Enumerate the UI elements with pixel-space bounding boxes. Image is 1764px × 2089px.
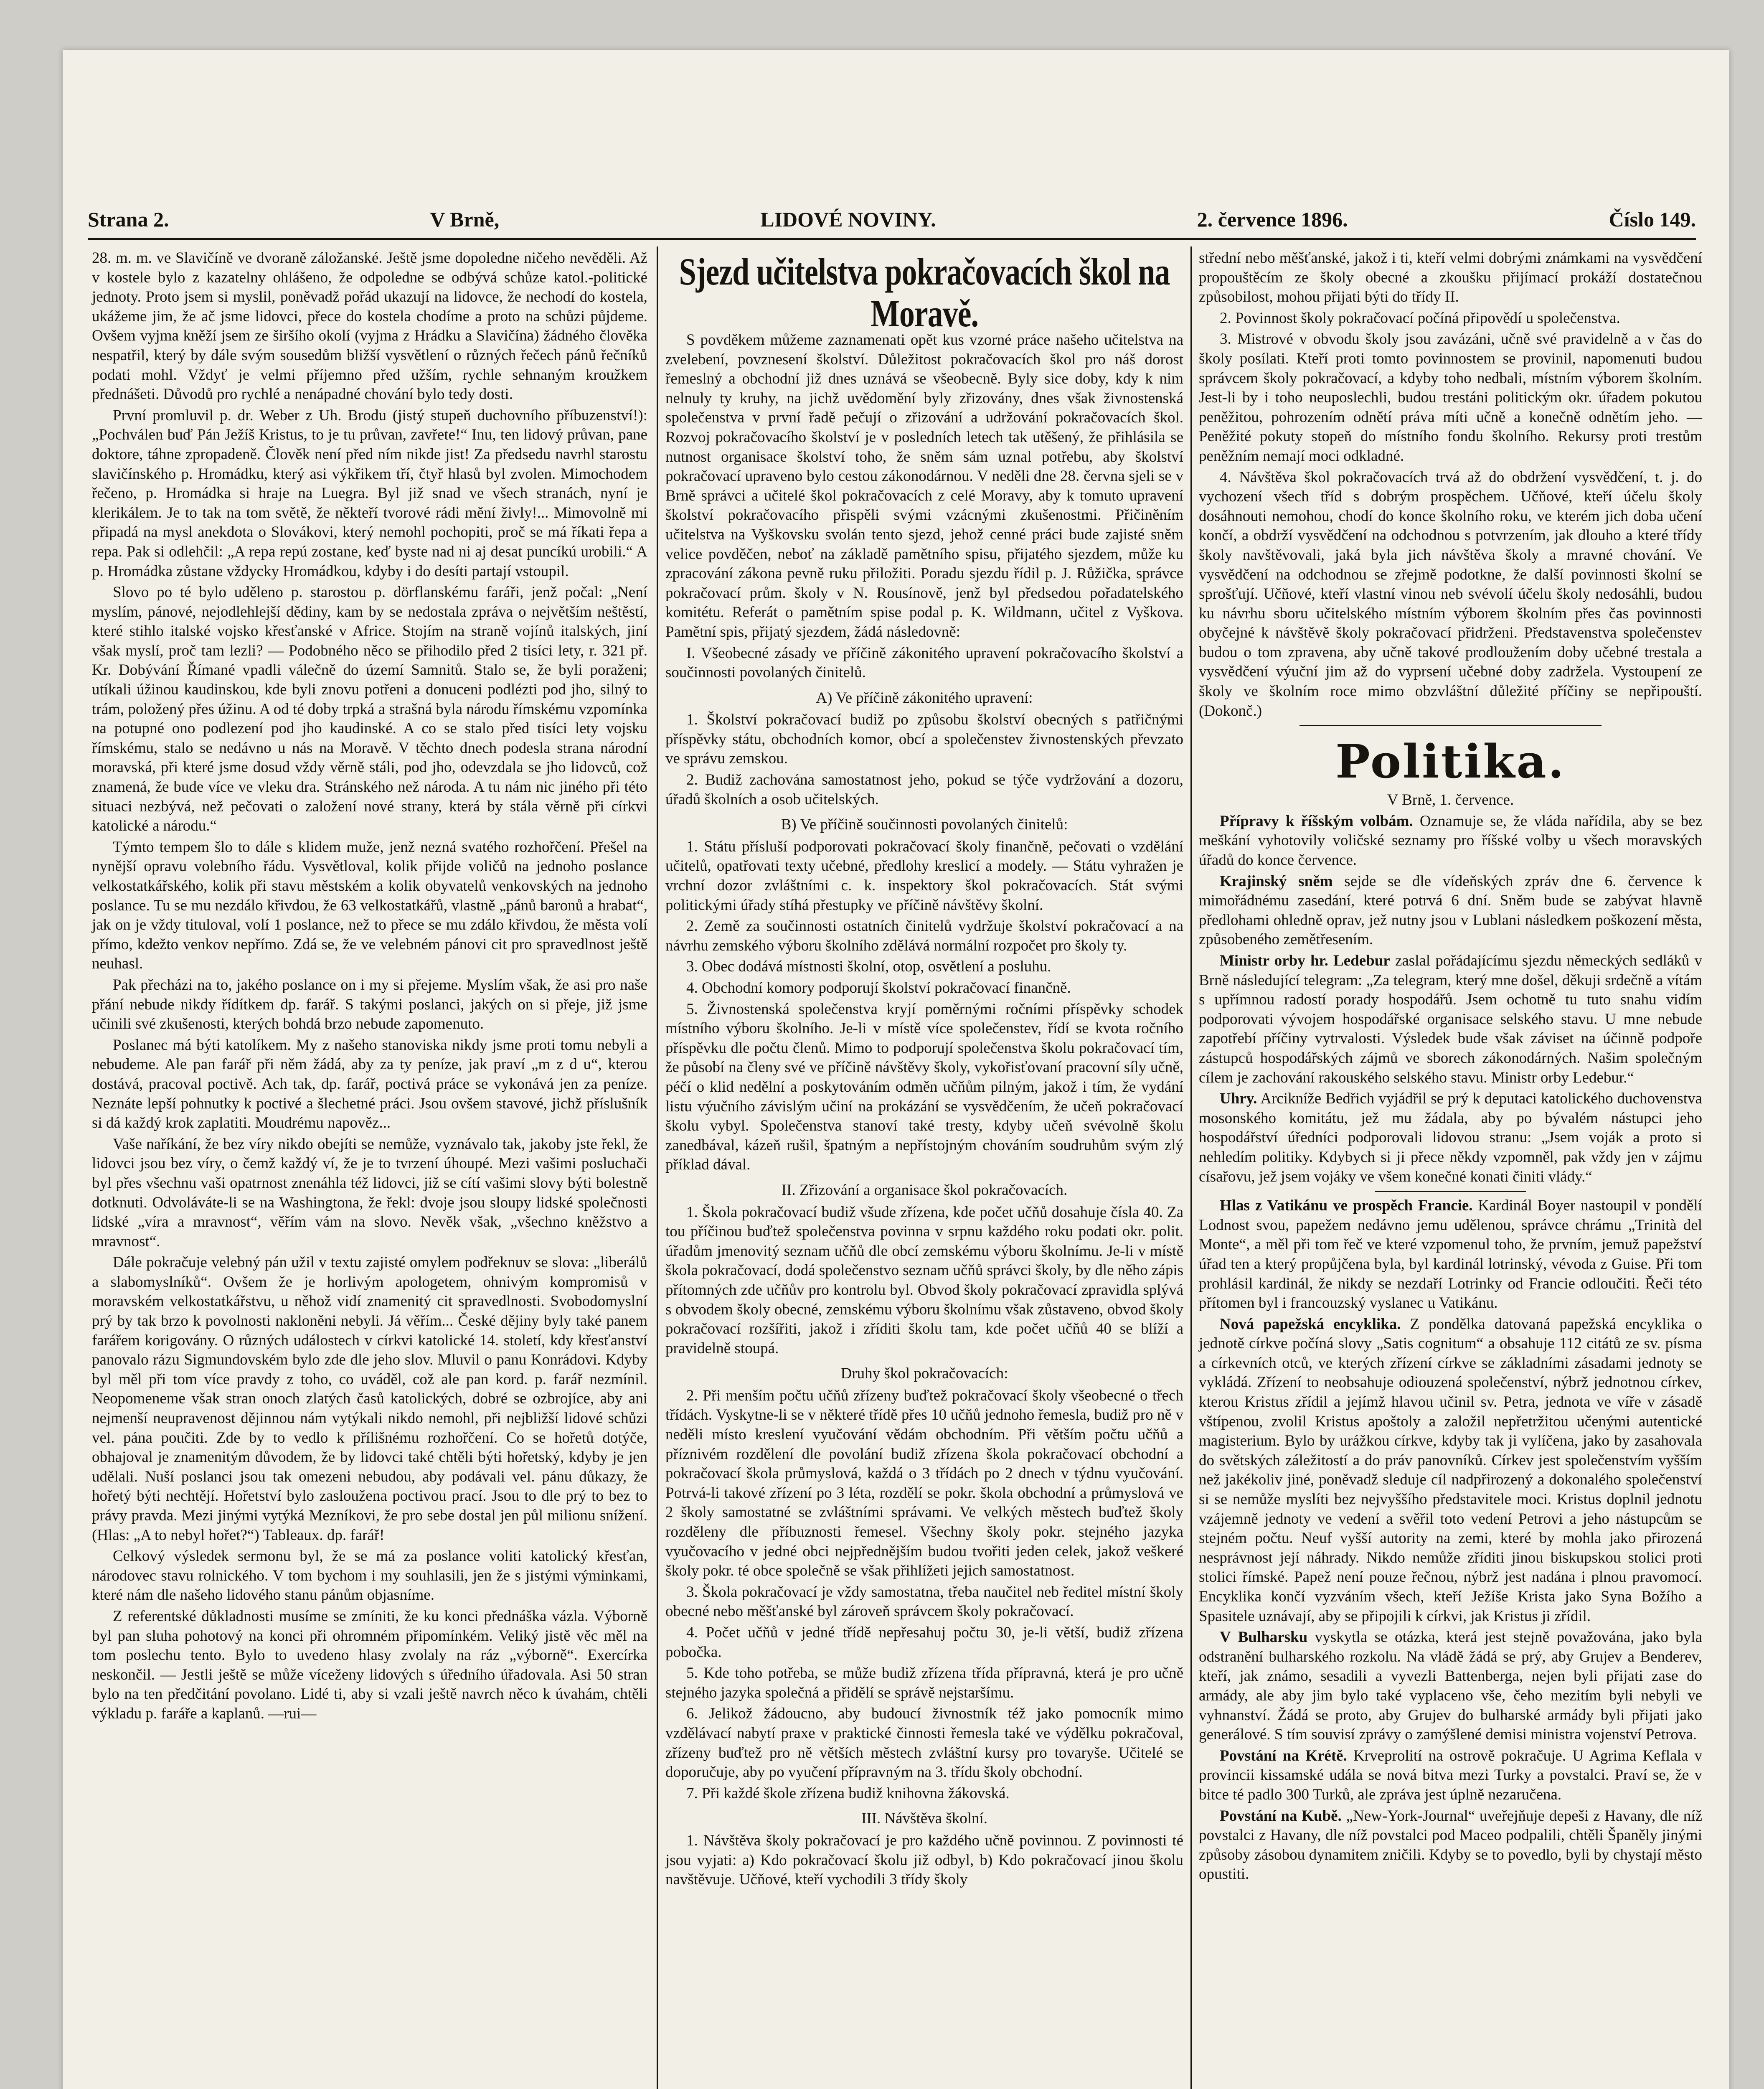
news-item-keyword: Povstání na Krétě.	[1220, 1747, 1347, 1764]
article-paragraph: 28. m. m. ve Slavičíně ve dvoraně záložanské. Ještě jsme dopoledne ničeho nevěděli. Až v kostele bylo z kazatelny ohlášeno, že odpoledne se odbývá schůze katol.-politické jednoty. Proto jsem si myslil, poněvadž pořád ukazují na lidovce, že nechodí do kostela, ukážeme jim, že ač jsme lidovci, přece do kostela chodíme a proto na schůzi půjdeme. Ovšem vyjma kněží jsem ze širšího okolí (vyjma z Hrádku a Slavičína) žádného člověka nespatřil, který by dále svým sousedům bližší vysvětlení o různých řečech pánů řečníků podati mohl. Vždyť je velmi příjemno před užším, rychle sehnaným kroužkem přednášeti. Důvodů pro rychlé a nenápadné chování bylo tedy dosti.	[92, 249, 647, 403]
section-divider	[1375, 1191, 1526, 1192]
news-item-text: Kardinál Boyer nastoupil v pondělí Lodnost svou, papežem nedávno jemu udělenou, správce chrámu „Trinità del Monte“, a měl při tom řeč ve které vzpomenul toho, že prvním, jemuž papežství úřad ten a který propůjčena byla, byl kardinál lotrinský, vévoda z Guise. Při tom prohlásil kardinál, že nikdy se nezdaří Lotrinky od Francie odloučiti. Řeči této přítomen byl i francouzský vyslanec u Vatikánu.	[1199, 1197, 1703, 1312]
news-item-keyword: Uhry.	[1220, 1090, 1257, 1108]
article-paragraph: Slovo po té bylo uděleno p. starostou p. dörflanskému faráři, jenž počal: „Není myslím, pánové, nejodlehlejší dědiny, kam by se nedostala zpráva o největším neštěstí, které stihlo italské vojsko křesťanské v Africe. Stojím na straně vojínů italských, jiní však myslí, proč tam lezli? — Podobného něco se přihodilo před 2 tisíci lety, r. 321 př. Kr. Dobývání Římané vpadli válečně do území Samnitů. Stalo se, že byli poraženi; utíkali úžinou kaudinskou, kde byli znovu potřeni a donuceni podlézti pod jho, silný to trám, položený přes úžinu. A od té doby trpká a strašná byla národu římskému vzpomínka na potupné ono podlezení pod jho kaudinské. A co se stalo před tisíci lety vojsku římskému, stalo se nedávno u nás na Moravě. V těchto dnech podesla strana národní moravská, při které jsme dosud vždy věrně stáli, pod jho, odevzdala se jho lidovců, což znamená, že bude více ve vleku dra. Stránského než národa. A tu nám nic jiného při této situaci nezbývá, než pečovati o založení nové strany, která by stála věrně při církvi katolické a národu.“	[92, 584, 647, 835]
news-item-text: zaslal pořádajícímu sjezdu německých sedláků v Brně následující telegram: „Za telegram, který mne došel, děkuji srdečně a vítám s upřímnou radostí porady hospodářů. Jsem ochotně tu tuto snahu vidím podporovati vývojem hospodářské organisace selského stavu. U mne nebude zapotřebí příčiny vytrvalosti. Výsledek bude však záviset na účinně podpoře zástupců hospodářských zájmů ve sborech zákonodárných. Našim společným cílem je zachování rakouského selského stavu. Ministr orby Ledebur.“	[1199, 952, 1702, 1086]
article-paragraph: 1. Škola pokračovací budiž všude zřízena, kde počet učňů dosahuje čísla 40. Za tou příčinou buďtež společenstva povinna v srpnu každého roku podati okr. polit. úřadům jmenovitý seznam učňů dle obcí zemskému výboru školnímu. Je-li v místě škola pokračovací, dodá společenstvo seznam učňů správci školy, by dle něho zápis přítomných zde učňův pro kontrolu byl. Obvod školy pokračovací zpravidla splývá s obvodem školy obecné, zemskému výboru školnímu však zůstaveno, obvod školy pokračovací rozšířiti, jakož i zříditi školu tam, kde počet učňů 40 se blíží a pravidelně stoupá.	[665, 1203, 1183, 1357]
news-item-text: Arcikníže Bedřich vyjádřil se prý k deputaci katolického duchovenstva mosonského komitátu, jež mu žádala, aby po bývalém nástupci jeho hospodářství úředníci podporovali lidovou stranu: „Jsem voják a proto si nehledím politiky. Kdybych si ji přece někdy vzpomněl, pak vždy jen v zájmu císařovu, jež jsem vojáky ve všem konečné konati činiti vlády.“	[1199, 1090, 1702, 1185]
article-paragraph: 5. Kde toho potřeba, se může budiž zřízena třída přípravná, která je pro učně stejného jazyka společná a přidělí se správě nejstaršímu.	[665, 1665, 1183, 1701]
article-paragraph: Vaše naříkání, že bez víry nikdo obejíti se nemůže, vyznávalo tak, jakoby jste řekl, že lidovci jsou bez víry, o čemž každý ví, že je to tvrzení úhoupé. Mezi vašimi posluchači byl přes všechnu vaši opatrnost znenáhla též lidovci, již se cítí vašimi slovy býti bolestně dotknuti. Odvoláváte-li se na Washingtona, že řekl: dvoje jsou sloupy lidské společnosti lidské „víra a mravnost“, věřím vám na slovo. Nevěk však, „všechno kněžstvo a mravnost“.	[92, 1135, 647, 1250]
news-item-keyword: Ministr orby hr. Ledebur	[1220, 952, 1390, 969]
article-paragraph: Celkový výsledek sermonu byl, že se má za poslance voliti katolický křesťan, národovec stavu rolnického. V tom bychom i my souhlasili, jen že s jistými výminkami, které nám dle našeho lidového stanu pánům objasníme.	[92, 1548, 647, 1604]
article-paragraph: Z referentské důkladnosti musíme se zmíniti, že ku konci přednáška vázla. Výborně byl pan sluha pohotový na konci při ohromném připomínkém. Veliký jistě věc měl na tom poslechu tento. Bylo to uvedeno hlasy zvolaly na ráz „výborně“. Exercírka neskončil. — Jestli ještě se může víceženy lidových s úředního úřadovala. Asi 50 stran bylo na ten předčitání povolano. Lidé ti, aby si vzali ještě navrch něco k úvahám, chtěli výkladu p. faráře a kaplanů. —rui—	[92, 1607, 647, 1722]
news-item-keyword: Nová papežská encyklika.	[1220, 1315, 1401, 1333]
news-item	[1199, 1628, 1702, 1745]
article-paragraph: 2. Země za součinnosti ostatních činitelů vydržuje školství pokračovací a na návrhu zemského výboru školního zdělává normální rozpočet pro školy ty.	[665, 917, 1183, 954]
news-item	[1199, 872, 1702, 950]
article-paragraph: Dále pokračuje velebný pán užil v textu zajisté omylem podřeknuv se slova: „liberálů a slabomyslníků“. Ovšem že je horlivým apologetem, ohnivým kompromisů v moravském velkostatkářstvu, u něhož vidí znamenitý cit spravedlnosti. Svobodomyslní prý by tak brzo k povolnosti nakloněni nebyli. Já věřím... České dějiny byly také panem farářem korigovány. O různých událostech v církvi katolické 14. století, kdy křesťanství panovalo rázu Sigmundovském bylo zde dle jeho slov. Mluvil o panu Konrádovi. Kdyby byl měl při tom více pravdy z toho, co uváděl, což ale pan kord. p. farář nezmínil. Neopomeneme však stran onoch zlatých časů katolických, dobré se ozbrojíce, aby ani nejmenší neupravenost dějinnou nám vytýkali nikdo nemohl, při nejbližší lidové schůzi vel. pána poučiti. Zde by to vedlo k přílišnému rozhořčení. Co se hořetů dotýče, obhajoval je znamenitým důvodem, že by lidovci také chtěli býti hořetský, kdyby je jen udělali. Nuší poslanci jsou tak omezeni nebudou, aby podávali vel. pánu důkazy, že hořetý býti nechtějí. Hořetství bylo zasloužena poctivou prací. Jsou to dle prý to bez to právy pravda. Mezi jinými vytýká Mezníkovi, že pro sebe dostal jen půl milionu snížení. (Hlas: „A to nebyl hořet?“) Tableaux. dp. farář!	[92, 1254, 647, 1544]
column-2	[665, 249, 1183, 1891]
article-paragraph: 1. Státu přísluší podporovati pokračovací školy finančně, pečovati o vzdělání učitelů, opatřovati texty učebné, předlohy kreslicí a modely. — Státu vyhražen je vrchní dozor zvláštními c. k. inspektory škol pokračovacích. Stát svými politickými úřady stíhá přestupky ve příčině návštěvy školní.	[665, 838, 1183, 914]
article-paragraph: 3. Obec dodává místnosti školní, otop, osvětlení a posluhu.	[686, 958, 1051, 976]
article-paragraph: 3. Škola pokračovací je vždy samostatna, třeba naučitel neb ředitel místní školy obecné nebo měšťanské byl zároveň správcem školy pokračovací.	[665, 1583, 1183, 1620]
article-paragraph: Pak přecházi na to, jakého poslance on i my si přejeme. Myslím však, že asi pro naše přání nebude nikdy řídítkem dp. farář. S takými poslanci, jakých on si přeje, již jsme učinili své zkušenosti, kterých bohdá brzo nebude zapomenuto.	[92, 976, 647, 1033]
running-header	[88, 201, 1696, 240]
article-subhead: II. Zřizování a organisace škol pokračovacích.	[781, 1181, 1068, 1199]
article-paragraph: První promluvil p. dr. Weber z Uh. Brodu (jistý stupeň duchovního příbuzenství!): „Pochválen buď Pán Ježíš Kristus, to je tu průvan, zavřete!“ Inu, ten lidový průvan, pane doktore, táhne zpropadeně. Člověk není před ním nikde jist! Za předsedu navrhl starostu slavičínského p. Hromádku, který asi výkřikem tří, čtyř hlasů byl zvolen. Mimochodem řečeno, p. Hromádka si hraje na Luegra. Byl již snad ve všech stranách, nyní je klerikálem. Je to tak na tom světě, že někteří tvorové rádi mění živly!... Mimovolně mi připadá na mysl anekdota o Slovákovi, který nemohl pochopiti, proč se má říkati řepa a repa. Pak si odlehčil: „A repa repú zostane, keď byste nad ni aj desat puncíkú urobili.“ A p. Hromádka zůstane vždycky Hromádkou, kdyby i do desíti partají vstoupil.	[92, 407, 647, 580]
news-item-keyword: V Bulharsku	[1220, 1629, 1308, 1646]
article-paragraph: 5. Živnostenská společenstva kryjí poměrnými ročními příspěvky schodek místního výboru školního. Je-li v místě více společenstev, řídí se kvota ročního příspěvku dle počtu členů. Mimo to podporují společenstva školu pokračovací tím, že působí na členy své ve příčině návštěvy školy, vykořisťovaní pracovní síly učně, péčí o klid nedělní a poskytováním odměn učňům pilným, jakož i tím, že vydání listu výučního závislým učiní na prokázání se vysvědčením, že učeň pokračovací školu vybyl. Společenstva stanoví také tresty, kdyby učeň svévolně školu zanedbával, kázeň rušil, špatným a nepřístojným chováním soudruhům svým zlý příklad dával.	[665, 1000, 1183, 1174]
article-paragraph: 2. Budiž zachována samostatnost jeho, pokud se týče vydržování a dozoru, úřadů školních a osob učitelských.	[665, 771, 1183, 808]
article-paragraph: 3. Mistrové v obvodu školy jsou zavázáni, učně své pravidelně a v čas do školy posílati. Kteří proti tomto povinnostem se provinil, napomenuti budou správcem školy pokračovací, a kdyby toho nedbali, místním výborem školním. Jest-li by i toho neuposlechli, budou trestáni politickým okr. úřadem pokutou peněžitou, pohrozením odnětí práva míti učně a konečně odnětím jeho. — Peněžité pokuty stopeň do místního fondu školního. Rekursy proti trestům peněžním nemají moci odkladné.	[1199, 330, 1702, 465]
article-subhead: A) Ve příčině zákonitého upravení:	[816, 689, 1033, 706]
article-paragraph: Poslanec má býti katolíkem. My z našeho stanoviska nikdy jsme proti tomu nebyli a nebudeme. Ale pan farář při něm žádá, aby za ty peníze, jak praví „m z d u“, kterou dostává, pracoval poctivě. Ach tak, dp. farář, poctivá práce se vykonává jen za peníze. Neznáte lepší pohnutky k poctivé a šlechetné práci. Jsou ovšem stavové, jichž příslušník si dá každý krok zaplatiti. Moudrému napověz...	[92, 1036, 647, 1132]
article-paragraph: 4. Návštěva škol pokračovacích trvá až do obdržení vysvědčení, t. j. do vychození všech tříd s dobrým prospěchem. Učňové, kteří účelu školy dosáhnouti nemohou, chodí do konce školního roku, ve kterém jich doba učení končí, a obdrží vysvědčení na odchodnou s potvrzením, jak dlouho a které třídy školy navštěvovali, jaká byla jich návštěva školy a mravné chování. Ve vysvědčení na odchodnou se zřejmě podotkne, že další povinnosti školní se sprošťují. Učňové, kteří vlastní vinou neb svévolí účelu školy nedosáhli, budou ku návrhu sboru učitelského místním výborem školním přes čas povinnosti obyčejné k návštěvě školy pokračovací přidrženi. Představenstva společenstev budou o tom zpravena, aby učně takové prodloužením doby učebné trestala a vysvědčení výuční jim až do vyprsení učebné doby zadržela. Vystoupení ze školy ve školním roce mimo obzvláštní důležité příčiny se nepřipouští. (Dokonč.)	[1199, 468, 1702, 719]
place: V Brně,	[430, 208, 500, 231]
news-item	[1199, 1196, 1702, 1313]
news-item-text: Krveprolití na ostrově pokračuje. U Agrima Keflala v provincii kissamské udála se nová bitva mezi Turky a povstalci. Praví se, že v bitce té padlo 300 Turků, ale zpráva jest úplně nezaručena.	[1199, 1747, 1702, 1803]
article-subhead: Druhy škol pokračovacích:	[840, 1365, 1008, 1383]
section-title: Politika.	[1335, 734, 1566, 789]
article-headline: Sjezd učitelstva pokračovacích škol na Moravě.	[679, 250, 1170, 335]
section-divider	[1300, 725, 1602, 726]
news-item-text: sejde se dle vídeňských zpráv dne 6. července k mimořádnému zasedání, které potrvá 6 dní. Sněm bude se zabývat hlavně předlohami ohledně oprav, jež nutny jsou v Lublani následkem poškození města, způsobeného zemětřesením.	[1199, 872, 1703, 948]
masthead-title: LIDOVÉ NOVINY.	[760, 208, 936, 231]
article-paragraph: 6. Jelikož žádoucno, aby budoucí živnostník též jako pomocník mimo vzdělávací nabytí praxe v praktické činnosti řemesla také ve výdělku pokračoval, zřízeny buďtež pro ně větších městech zvláštní kursy pro tovaryše. Učitelé se doporučuje, aby po vyučení přípravným na 3. třídu školy obchodní.	[665, 1705, 1183, 1781]
column-rule	[1190, 247, 1192, 2089]
article-paragraph: I. Všeobecné zásady ve příčině zákonitého upravení pokračovacího školství a součinnosti povolaných činitelů.	[665, 644, 1183, 681]
news-item	[1199, 1807, 1702, 1884]
news-item	[1199, 1746, 1702, 1805]
column-3	[1199, 249, 1702, 1886]
article-subhead: III. Návštěva školní.	[861, 1810, 988, 1827]
news-item	[1199, 812, 1702, 870]
news-item	[1199, 1315, 1702, 1626]
article-paragraph: 1. Návštěva školy pokračovací je pro každého učně povinnou. Z povinnosti té jsou vyjati: a) Kdo pokračovací školu již odbyl, b) Kdo pokračovací jinou školu navštěvuje. Učňové, kteří vychodili 3 třídy školy	[665, 1832, 1183, 1888]
news-item-text: Oznamuje se, že vláda nařídila, aby se bez meškání vyhotovily voličské seznamy pro říšské volby u všech moravských úřadů do konce července.	[1199, 812, 1702, 869]
news-item-keyword: Povstání na Kubě.	[1220, 1807, 1342, 1825]
page-number: Strana 2.	[88, 208, 169, 231]
news-item-keyword: Krajinský sněm	[1220, 872, 1333, 890]
article-paragraph: S povděkem můžeme zaznamenati opět kus vzorné práce našeho učitelstva na zvelebení, povznesení školství. Důležitost pokračovacích škol pro náš dorost řemeslný a obchodní již dnes uznává se všeobecně. Byly sice doby, kdy k nim nelnuly ty kruhy, na jichž uvědomění byly zřizovány, dnes však živnostenská společenstva v první řadě pečují o zřizování a udržování pokračovacích škol. Rozvoj pokračovacího školství je v posledních letech tak utěšený, že přihlásila se nutnost organisace školství toho, že sněm sám uznal potřebu, aby školství pokračovací upraveno bylo cestou zákonodárnou. V neděli dne 28. června sjeli se v Brně správci a učitelé škol pokračovacích z celé Moravy, aby k tomuto upravení školství pokračovacího přispěli svými vzácnými zkušenostmi. Přičiněním učitelstva na Vyškovsku svolán tento sjezd, jehož cenné práci bude zajisté sněm velice povděčen, neboť na základě pamětního spisu, přijatého sjezdem, může ku zpracování zákona pevně ruku přiložiti. Poradu sjezdu řídil p. J. Růžička, správce pokračovací prům. školy v N. Rousínově, jenž byl předsedou pořadatelského komitétu. Referát o pamětním spise podal p. K. Wildmann, učitel z Vyškova. Pamětní spis, přijatý sjezdem, žádá následovně:	[665, 331, 1183, 640]
article-paragraph: 1. Školství pokračovací budiž po způsobu školství obecných s patřičnými příspěvky státu, obchodních komor, obcí a společenstev živnostenských převzato ve správu zemskou.	[665, 711, 1183, 767]
column-1	[92, 249, 647, 1726]
column-rule	[657, 247, 658, 2089]
news-item-text: Z pondělka datovaná papežská encyklika o jednotě církve počíná slovy „Satis cognitum“ a obsahuje 112 citátů ze sv. písma a církevních otců, ve kterých zřízení církve se základními zásadami jednoty se vykládá. Zřízení to neobsahuje odiouzená společenství, nýbrž jednotnou církev, kterou Kristus zřídil a jejímž hlavou učinil sv. Petra, jednota ve víře v zásadě vštípenou, zvolil Kristus apoštoly a založil nepřetržitou učenými autentické magisterium. Bylo by urážkou církve, kdyby tak ji vylíčena, jako by zasahovala do světských záležitostí a do práv panovníků. Církev jest společenstvím vyšším než jakékoliv jiné, poněvadž sleduje cíl nadpřirozený a dokonalého společenství si se nemůže myslíti bez nejvyššího představitele moci. Kristus doplnil jednotu vzájemně jednoty ve vedení a svěřil toto vedení Petrovi a jeho nástupcům se stejném počtu. Neuf vyšší autority na zemi, které by mohla jako přirozená nesprávnost její náhrady. Nikdo nemůže zříditi jinou biskupskou stolici proti stolici římské. Papež není pouze řečnou, nýbrž jest nadána i plnou pravomocí. Encyklika končí vyzváním všech, kteří Ježíše Krista jako Syna Božího a Spasitele uznávají, aby se připojili k církvi, jak Kristus ji zřídil.	[1199, 1315, 1702, 1625]
dateline: V Brně, 1. července.	[1387, 791, 1514, 809]
article-paragraph: Týmto tempem šlo to dále s klidem muže, jenž nezná svatého rozhořčení. Přešel na nynější opravu volebního řádu. Vysvětloval, kolik přijde voličů na jednoho poslance velkostatkářského, kolik při stavu městském a kolik obyvatelů venkovských na jednoho poslance. Tu se mu nezdálo křivdou, že 63 velkostatkářů, vlastně „pánů baronů a hrabat“, jak on je vždy tituloval, volí 1 poslance, než to přece se mu zdálo křivdou, že města volí přímo, kdežto venkov nepřímo. Zdá se, že ve velebném pánovi cit pro spravedlnost ještě neuhasl.	[92, 838, 647, 973]
article-paragraph: 4. Obchodní komory podporují školství pokračovací finančně.	[686, 979, 1071, 996]
news-item	[1199, 1089, 1702, 1187]
article-subhead: B) Ve příčině součinnosti povolaných činitelů:	[781, 816, 1068, 834]
issue-date: 2. července 1896.	[1197, 208, 1348, 231]
news-item-text: „New-York-Journal“ uveřejňuje depeši z Havany, dle níž povstalci z Havany, dle níž povstalci pod Maceo podpalili, chtěli Španěly jinými způsoby zásobou dynamitem zničili. Kdyby se to povedlo, byli by chystají město opustiti.	[1199, 1807, 1702, 1883]
article-paragraph: 4. Počet učňů v jedné třídě nepřesahuj počtu 30, je-li větší, budiž zřízena pobočka.	[665, 1624, 1183, 1661]
issue-number: Číslo 149.	[1609, 208, 1696, 231]
article-paragraph: střední nebo měšťanské, jakož i ti, kteří velmi dobrými známkami na vysvědčení propouštěcím ze školy obecné a zkoušku přijímací prokáží dostatečnou způsobilost, mohou přijati býti do třídy II.	[1199, 249, 1702, 306]
news-item-keyword: Hlas z Vatikánu ve prospěch Francie.	[1220, 1197, 1473, 1215]
news-item	[1199, 951, 1702, 1088]
article-paragraph: 2. Povinnost školy pokračovací počíná připovědí u společenstva.	[1220, 309, 1620, 327]
article-paragraph: 7. Při každé škole zřízena budiž knihovna žákovská.	[686, 1784, 1010, 1802]
article-paragraph: 2. Při menším počtu učňů zřízeny buďtež pokračovací školy všeobecné o třech třídách. Vyskytne-li se v některé třídě přes 10 učňů jednoho řemesla, budiž pro ně v neděli místo kreslení vyučování vědám obchodním. Při větším počtu učňů a příznivém rozdělení dle povolání budiž zřízena škola pokračovací obchodní a pokračovací škola průmyslová, každá o 3 třídách po 2 dnech v týdnu vyučování. Potrvá-li takové zřízení po 3 léta, rozdělí se pokr. škola obchodní a průmyslová ve 2 školy samostatné se zvláštními správami. Ve velkých městech buďtež školy rozděleny dle příbuznosti řemesel. Všechny školy pokr. stejného jazyka vyučovacího v jedné obci nejpřednějším budou tvořiti jeden celek, jakož veškeré školy pokr. té obce společně se však přihlížeti jejich samostatnost.	[665, 1387, 1183, 1580]
news-item-keyword: Přípravy k říšským volbám.	[1220, 812, 1413, 830]
news-item-text: vyskytla se otázka, která jest stejně považována, jako byla odstranění bulharského rozkolu. Na vládě žádá se prý, aby Grujev a Benderev, kteří, jak známo, sesadili a vyvezli Battenberga, nejen byli přijati zase do armády, ale aby jim bylo také vyplaceno vše, čeho mezitím byli nebyli ve vyhnanství. Žádá se proto, aby Grujev do bulharské armády byli přijati jako generálové. S tím souvisí zprávy o zamýšlené demisi ministra vojenství Petrova.	[1199, 1629, 1702, 1743]
